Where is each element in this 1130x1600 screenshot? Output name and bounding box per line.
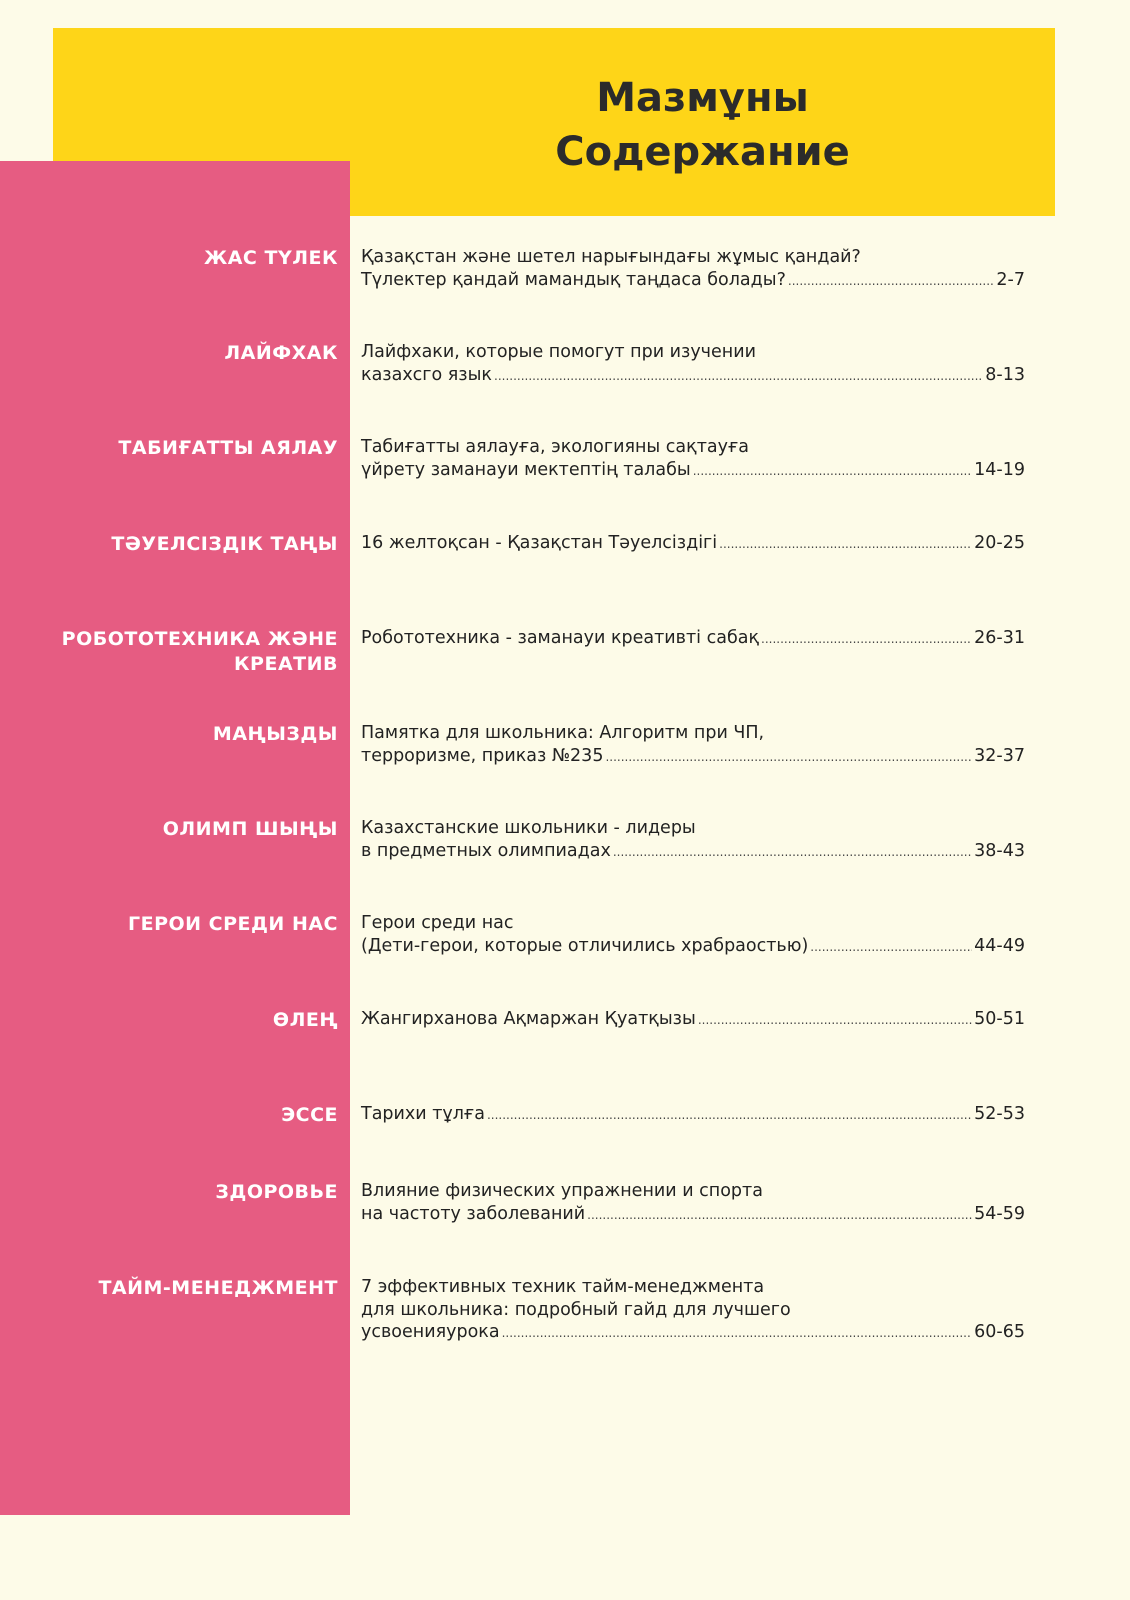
description-line: для школьника: подробный гайд для лучшего [361,1299,791,1320]
page-range: 60-65 [974,1322,1025,1342]
section-heading: РОБОТОТЕХНИКА ЖӘНЕ КРЕАТИВ [61,628,338,675]
dot-leader [605,746,972,769]
description-text: үйрету заманауи мектептің талабы [361,459,691,480]
dot-leader [788,270,995,293]
page-range: 20-25 [974,533,1025,553]
dot-leader [502,1322,973,1345]
section-heading: ГЕРОИ СРЕДИ НАС [127,913,338,935]
entry-description [361,1180,1025,1226]
page-range: 8-13 [985,364,1025,385]
description-line: Табиғатты аялауға, экологияны сақтауға [361,437,750,457]
description-text: терроризме, приказ №235 [361,745,604,766]
page-range: 44-49 [974,935,1025,956]
entry-description [361,627,1025,651]
description-last-line [361,1321,1025,1345]
description-last-line [361,627,1025,651]
dot-leader [810,936,972,959]
section-heading: ТАБИҒАТТЫ АЯЛАУ [118,437,338,459]
section-heading: ОЛИМП ШЫҢЫ [162,818,338,840]
description-last-line [361,745,1025,769]
description-text: усвоенияурока [361,1322,500,1342]
description-text: Жангирханова Ақмаржан Қуатқызы [361,1009,696,1029]
page-range: 26-31 [974,628,1025,648]
description-text: в предметных олимпиадах [361,840,611,861]
entry-description [361,722,1025,768]
section-heading: ЭССЕ [281,1104,338,1126]
description-text: на частоту заболеваний [361,1203,586,1224]
entry-description [361,341,1025,387]
entry-description [361,532,1025,556]
section-heading: ТАЙМ-МЕНЕДЖМЕНТ [98,1277,338,1299]
description-last-line [361,840,1025,864]
description-line: Лайфхаки, которые помогут при изучении [361,342,756,362]
description-last-line [361,1103,1025,1127]
dot-leader [587,1204,972,1227]
entry-description [361,246,1025,292]
description-last-line [361,1203,1025,1227]
description-last-line [361,459,1025,483]
page-range: 50-51 [974,1009,1025,1029]
page-range: 54-59 [974,1203,1025,1224]
entry-description [361,817,1025,863]
entry-description [361,912,1025,958]
description-text: Түлектер қандай мамандық таңдаса болады? [361,269,786,290]
page-range: 52-53 [974,1104,1025,1124]
description-line: Памятка для школьника: Алгоритм при ЧП, [361,723,765,743]
description-last-line [361,1008,1025,1032]
description-text: казахсго язык [361,364,492,385]
description-last-line [361,364,1025,388]
section-heading: ЗДОРОВЬЕ [215,1181,338,1203]
section-heading: ТӘУЕЛСІЗДІК ТАҢЫ [111,533,338,555]
title-russian: Содержание [555,129,850,175]
section-heading: ӨЛЕҢ [272,1009,338,1031]
entry-description [361,436,1025,482]
description-text: 16 желтоқсан - Қазақстан Тәуелсіздігі [361,533,718,553]
section-heading: ЖАС ТҮЛЕК [203,247,338,269]
description-text: Тарихи тұлға [361,1104,485,1124]
description-line: 7 эффективных техник тайм-менеджмента [361,1277,765,1297]
description-text: Робототехника - заманауи креативті сабақ [361,628,760,648]
page-range: 32-37 [974,745,1025,766]
dot-leader [494,365,983,388]
entry-description [361,1276,1025,1345]
description-last-line [361,269,1025,293]
dot-leader [693,460,972,483]
description-line: Казахстанские школьники - лидеры [361,818,696,838]
section-heading: МАҢЫЗДЫ [212,723,338,745]
dot-leader [761,628,972,651]
dot-leader [487,1104,972,1127]
description-line: Герои среди нас [361,913,514,933]
dot-leader [613,841,972,864]
dot-leader [698,1009,972,1032]
entry-description [361,1103,1025,1127]
page-title [350,28,1055,216]
page-range: 14-19 [974,459,1025,480]
description-last-line [361,532,1025,556]
section-heading: ЛАЙФХАК [224,342,338,364]
title-kazakh: Мазмұны [596,75,809,121]
description-text: (Дети-герои, которые отличились храбраостью) [361,935,809,956]
dot-leader [719,533,972,556]
description-line: Қазақстан және шетел нарығындағы жұмыс қандай? [361,247,861,267]
page-range: 2-7 [996,269,1025,290]
description-last-line [361,935,1025,959]
page-range: 38-43 [974,840,1025,861]
description-line: Влияние физических упражнении и спорта [361,1181,763,1201]
entry-description [361,1008,1025,1032]
